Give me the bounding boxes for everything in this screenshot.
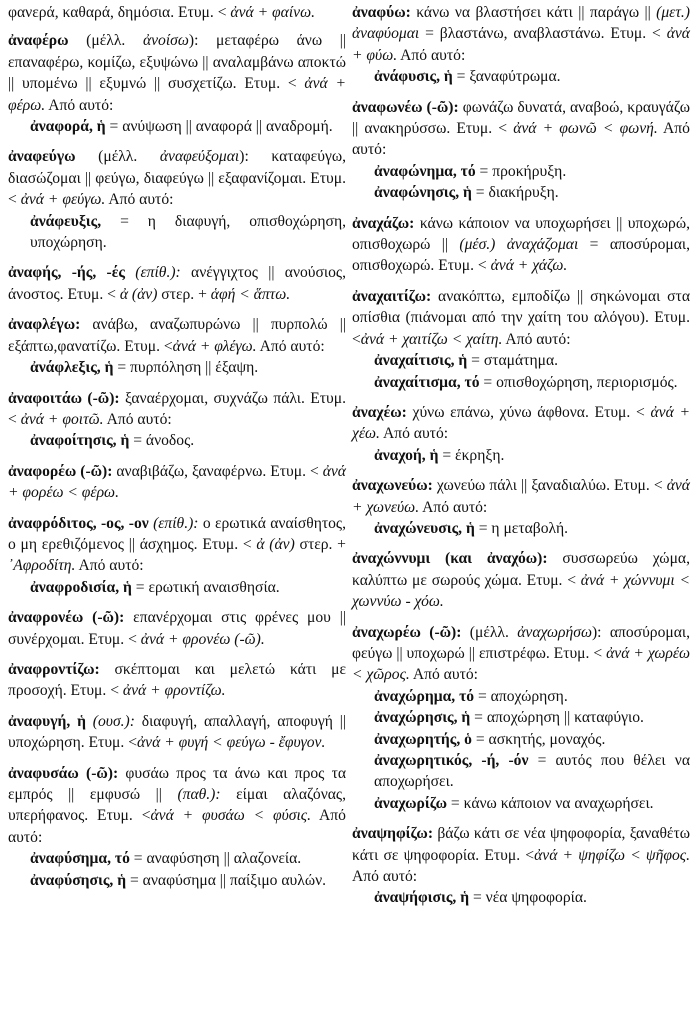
headword: ἀναφροδισία, ἡ [30, 578, 132, 596]
entry-main [352, 213, 690, 277]
entry-main [8, 2, 346, 23]
entry-anaxwnnumi [352, 548, 690, 612]
headword: ἀναφέρω [8, 32, 69, 50]
definition-text: Από αυτό: [502, 330, 571, 348]
italic-text: ἀνά + χωνεύω. [352, 477, 690, 516]
italic-text: ἀνά + φρονέω (-ῶ). [140, 630, 265, 648]
definition-text: Από αυτό: [103, 410, 172, 428]
headword: ἀνάφυσις, ἡ [374, 68, 453, 86]
entry-main [352, 548, 690, 612]
headword: ἀναχωρίζω [374, 794, 448, 812]
definition-text: = αναφύσηση || αλαζονεία. [129, 850, 302, 868]
entry-main [8, 763, 346, 849]
definition-text: = ξαναφύτρωμα. [452, 68, 561, 86]
headword: ἀναφώνημα, τό [374, 162, 476, 180]
italic-text: ἀνά + φορέω < φέρω. [8, 462, 346, 502]
headword: ἀναφοιτάω (-ῶ): [8, 389, 120, 407]
sub-entry [352, 729, 690, 750]
sub-entry [352, 518, 690, 539]
entry-main [8, 262, 346, 305]
italic-text: ἀναχωρήσω [517, 623, 592, 641]
definition-text: χωνεύω πάλι || ξαναδιαλύω. Ετυμ. < [432, 477, 667, 495]
headword: ἀναχωνεύω: [352, 477, 433, 495]
definition-text: διαφυγή, απαλλαγή, αποφυγή || υποχώρηση. Ετυμ. < [8, 712, 346, 752]
entry-anafroditos [8, 513, 346, 599]
italic-text: ἀνά + φέρω. [8, 75, 346, 114]
entry-main [8, 607, 346, 650]
definition-text: = αποχώρηση || καταφύγιο. [470, 709, 644, 727]
italic-text: ᾿Αφροδίτη. [8, 557, 76, 575]
headword: ἀναφύσησις, ἡ [30, 871, 127, 889]
italic-text: ἀνά + χάζω. [490, 257, 568, 275]
entry-anaxwneuw [352, 475, 690, 539]
entry-anafeugw [8, 146, 346, 253]
headword: ἀναφύσημα, τό [30, 850, 130, 868]
headword: ἀναψήφισις, ἡ [374, 889, 470, 907]
definition-text: φωνάζω δυνατά, αναβοώ, κραυγάζω || ανακηρύσσω. Ετυμ. < [352, 98, 690, 138]
definition-text: φανερά, καθαρά, δημόσια. Ετυμ. < [8, 4, 231, 21]
entry-main [352, 402, 690, 445]
headword: ἀναφυσάω (-ῶ): [8, 764, 119, 782]
italic-text: ἀνά + χώννυμι < χωννύω - χόω. [352, 571, 691, 611]
definition-text: Από αυτό: [419, 498, 488, 516]
entry-main [352, 97, 690, 161]
entry-main [8, 30, 346, 116]
sub-entry [352, 793, 690, 814]
italic-text: ἁφή < ἅπτω. [210, 285, 291, 303]
definition-text: σκέπτομαι και μελετώ κάτι με προσοχή. Ετυμ. < [8, 660, 346, 700]
italic-text: ἀνά + φεύγω. [20, 191, 106, 209]
definition-text: = οπισθοχώρηση, περιορισμός. [479, 373, 678, 391]
definition-text: αναβιβάζω, ξαναφέρνω. Ετυμ. < [112, 462, 323, 480]
definition-text: Από αυτό: [105, 191, 174, 209]
definition-text: κάνω να βλαστήσει κάτι || παράγω || [410, 4, 657, 21]
definition-text: Από αυτό: [409, 666, 478, 684]
sub-entry [8, 211, 346, 254]
sub-entry [352, 445, 690, 466]
italic-text: ἀ (ἀν) [256, 535, 295, 553]
sub-entry [352, 707, 690, 728]
italic-text: ἀνά + φυγή < φεύγω - ἔφυγον. [137, 734, 326, 752]
headword: ἀναχώρησις, ἡ [374, 709, 471, 727]
italic-text: ἀναφεύξομαι [159, 148, 240, 166]
italic-text: (επίθ.): [125, 264, 181, 282]
headword: ἀναχώννυμι (και ἀναχόω): [352, 550, 548, 568]
headword: ἀναψηφίζω: [352, 825, 434, 843]
italic-text: ἀνά + ψηφίζω < ψῆφος. [534, 846, 690, 864]
definition-text: κάνω κάποιον να υποχωρήσει || υποχωρώ, οπισθοχωρώ || [352, 214, 690, 254]
sub-entry [8, 430, 346, 451]
entry-main [8, 388, 346, 431]
definition-text: = έκρηξη. [438, 446, 505, 464]
sub-entry [8, 357, 346, 378]
headword: ἀναχαίτισις, ἡ [374, 352, 468, 370]
headword: ἀναφυγή, ἡ [8, 712, 86, 730]
definition-text: Από αυτό: [256, 337, 325, 355]
headword: ἀναφροντίζω: [8, 660, 100, 678]
definition-text: Από αυτό: [352, 868, 418, 886]
italic-text: ἀνά + φωνῶ < φωνή. [513, 120, 658, 138]
definition-text: Από αυτό: [8, 807, 346, 846]
headword: ἀναχωρητής, ὁ [374, 730, 472, 748]
sub-entry [352, 350, 690, 371]
entry-anaxwrew [352, 622, 690, 815]
sub-entry [352, 686, 690, 707]
sub-entry [352, 750, 690, 793]
italic-text: (επίθ.): [148, 514, 199, 532]
italic-text: ἀνά + φύω. [352, 25, 690, 64]
entry-main [352, 823, 690, 887]
definition-text: ανακόπτω, εμποδίζω || σηκώνομαι στα οπίσθια (πιάνομαι από την χαίτη του αλόγου). Ετυμ. < [352, 287, 690, 348]
headword: ἀναχάζω: [352, 214, 415, 232]
entry-anaflegw [8, 314, 346, 378]
definition-text: συσσωρεύω χώμα, καλύπτω με σωρούς χώμα. Ετυμ. < [352, 550, 690, 589]
definition-text: = η διαφυγή, οπισθοχώρηση, υποχώρηση. [30, 212, 346, 252]
definition-text: ο ερωτικά αναίσθητος, ο μη ερεθιζόμενος || άσχημος. Ετυμ. < [8, 514, 346, 553]
definition-text: (μέλλ. [68, 32, 143, 50]
sub-entry [8, 116, 346, 137]
definition-text: = πυρπόληση || έξαψη. [113, 359, 259, 377]
definition-text: Από αυτό: [397, 46, 466, 64]
headword: ἀναφής, -ής, -ές [8, 264, 125, 282]
italic-text: ἀνά + φυσάω < φύσις. [150, 807, 312, 825]
definition-text: Από αυτό: [352, 120, 690, 159]
entry-main [8, 513, 346, 577]
definition-text: Από αυτό: [75, 557, 144, 575]
definition-text: ): μεταφέρω άνω || επαναφέρω, κομίζω, εξυψώνω || αναλαμβάνω αποκτώ || υπομένω || εξυμνώ || συσχετίζω. Ετυμ. < [8, 32, 347, 93]
definition-text: φυσάω προς τα άνω και προς τα εμπρός || εμφυσώ || [8, 764, 347, 803]
definition-text: ): καταφεύγω, διασώζομαι || φεύγω, διαφεύγω || εξαφανίζομαι. Ετυμ. < [8, 148, 347, 209]
definition-text: = αυτός που θέλει να αποχωρήσει. [374, 752, 690, 791]
sub-entry [352, 66, 690, 87]
entry-anaxazw [352, 213, 690, 277]
definition-text: Από αυτό: [379, 425, 449, 443]
entry-main [8, 711, 346, 754]
headword: ἀναφλέγω: [8, 316, 81, 334]
italic-text: ἀ (ἀν) [119, 285, 158, 303]
italic-text: ἀνά + φλέγω. [172, 337, 257, 355]
entry-anaforew [8, 461, 346, 504]
headword: ἀναφεύγω [8, 148, 76, 166]
entry-anafoitaw [8, 388, 346, 452]
headword: ἀναχοή, ἡ [374, 446, 439, 464]
definition-text: = διακήρυξη. [471, 184, 559, 202]
headword: ἀναχέω: [352, 403, 407, 421]
definition-text: στερ. + [294, 535, 346, 553]
definition-text: = αποσύρομαι, οπισθοχωρώ. Ετυμ. < [352, 236, 690, 275]
headword: ἀναχαίτισμα, τό [374, 373, 480, 391]
entry-main [8, 461, 346, 504]
sub-entry [8, 848, 346, 869]
headword: ἀναφορά, ἡ [30, 118, 106, 136]
italic-text: ἀνά + φοιτῶ. [20, 410, 104, 428]
entry-anafhs [8, 262, 346, 305]
entry-anafusaw [8, 763, 346, 891]
definition-text: = ασκητής, μοναχός. [471, 730, 606, 748]
headword: ἀναχωρέω (-ῶ): [352, 623, 462, 641]
definition-text: ): αποσύρομαι, φεύγω || υποχωρώ || επιστρέφω. Ετυμ. < [352, 623, 691, 662]
sub-entry [8, 870, 346, 891]
headword: ἀναφώνησις, ἡ [374, 184, 472, 202]
entry-cont [8, 2, 346, 23]
entry-main [352, 286, 690, 350]
headword: ἀναχαιτίζω: [352, 287, 432, 305]
italic-text: (μέσ.) ἀναχάζομαι [459, 236, 579, 254]
headword: ἀναφωνέω (-ῶ): [352, 98, 459, 116]
headword: ἀνάφευξις, [30, 212, 102, 230]
headword: ἀνάφλεξις, ἡ [30, 359, 114, 377]
definition-text: ξαναέρχομαι, συχνάζω πάλι. Ετυμ. < [8, 389, 347, 428]
entry-main [352, 475, 690, 518]
italic-text: ἀνά + χέω. [352, 403, 690, 443]
definition-text: βάζω κάτι σε νέα ψηφοφορία, ξαναθέτω κάτι σε ψηφοφορία. Ετυμ. < [352, 825, 690, 864]
definition-text: = κάνω κάποιον να αναχωρήσει. [447, 794, 654, 812]
headword: ἀναφύω: [352, 4, 411, 21]
definition-text: επανέρχομαι στις φρένες μου || συνέρχομαι. Ετυμ. < [8, 609, 346, 648]
sub-entry [352, 182, 690, 203]
definition-text: είμαι αλαζόνας, υπερήφανος. Ετυμ. < [8, 786, 346, 825]
definition-text: = άνοδος. [129, 432, 195, 450]
italic-text: (μετ.) ἀναφύομαι [352, 4, 690, 43]
entry-anafrontizw [8, 659, 346, 702]
headword: ἀναχώρημα, τό [374, 687, 475, 705]
definition-text: = ερωτική αναισθησία. [131, 578, 280, 596]
italic-text: (παθ.): [177, 786, 221, 803]
definition-text: = προκήρυξη. [475, 162, 567, 180]
headword: ἀναφοίτησις, ἡ [30, 432, 130, 450]
headword: ἀναχώνευσις, ἡ [374, 519, 475, 537]
definition-text: = νέα ψηφοφορία. [469, 889, 587, 907]
headword: ἀναφορέω (-ῶ): [8, 462, 113, 480]
definition-text: = σταμάτημα. [467, 352, 559, 370]
definition-text: στερ. + [157, 285, 211, 303]
definition-text: = ανύψωση || αναφορά || αναδρομή. [105, 118, 333, 136]
entry-anafuw [352, 2, 690, 88]
right-column [352, 2, 690, 918]
definition-text: = βλαστάνω, αναβλαστάνω. Ετυμ. < [419, 25, 667, 43]
entry-anaxaitizw [352, 286, 690, 393]
definition-text: ανέγγιχτος || ανούσιος, άνοστος. Ετυμ. < [8, 264, 346, 303]
italic-text: ἀνά + χωρέω < χῶρος. [352, 644, 691, 684]
entry-main [8, 659, 346, 702]
entry-anapsifizw [352, 823, 690, 909]
italic-text: ἀνά + φαίνω. [230, 4, 315, 21]
definition-text: ανάβω, αναζωπυρώνω || πυρπολώ || εξάπτω,φανατίζω. Ετυμ. < [8, 316, 346, 355]
entry-main [352, 622, 690, 686]
entry-anafugh [8, 711, 346, 754]
italic-text: (ουσ.): [85, 712, 135, 730]
headword: ἀναχωρητικός, -ή, -όν [374, 752, 529, 769]
left-column [8, 2, 346, 918]
italic-text: ἀνά + φροντίζω. [122, 682, 226, 700]
entry-main [352, 2, 690, 66]
definition-text: = αποχώρηση. [474, 687, 568, 705]
entry-main [8, 314, 346, 357]
definition-text: χύνω επάνω, χύνω άφθονα. Ετυμ. < [406, 403, 651, 421]
entry-anaxew [352, 402, 690, 466]
headword: ἀναφρονέω (-ῶ): [8, 609, 125, 627]
entry-anaferw [8, 30, 346, 137]
italic-text: ἀνοίσω [142, 32, 189, 50]
definition-text: (μέλλ. [75, 148, 160, 166]
definition-text: = η μεταβολή. [474, 519, 568, 537]
entry-anafronew [8, 607, 346, 650]
definition-text: = αναφύσημα || παίξιμο αυλών. [126, 871, 327, 889]
sub-entry [352, 161, 690, 182]
headword: ἀναφρόδιτος, -ος, -ον [8, 514, 149, 532]
definition-text: Από αυτό: [45, 96, 114, 114]
sub-entry [352, 887, 690, 908]
entry-main [8, 146, 346, 210]
definition-text: (μέλλ. [461, 623, 518, 641]
sub-entry [8, 577, 346, 598]
italic-text: ἀνά + χαιτίζω < χαίτη. [360, 330, 503, 348]
entry-anafwnew [352, 97, 690, 204]
sub-entry [352, 372, 690, 393]
columns [8, 2, 690, 918]
